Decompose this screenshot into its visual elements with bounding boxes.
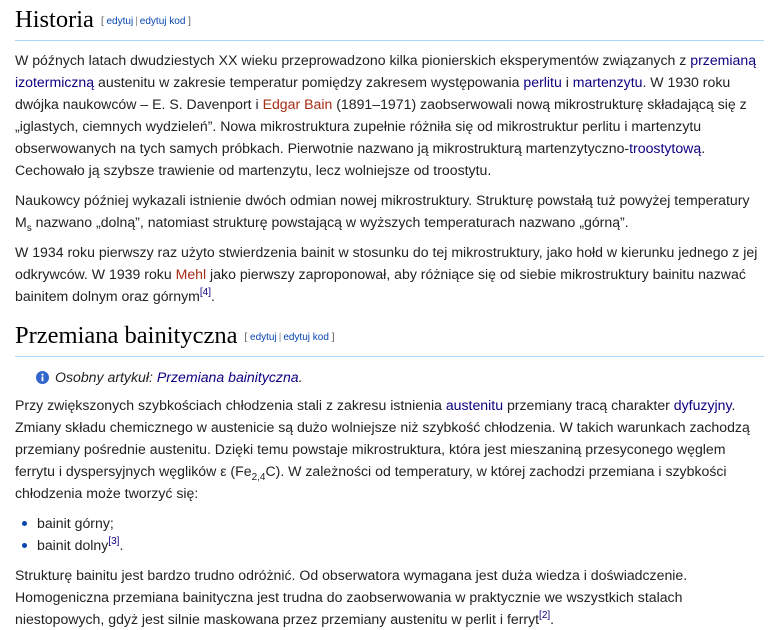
edit-links bbox=[244, 332, 334, 343]
paragraph-przemiana-1 bbox=[15, 394, 764, 504]
text: nazwano „dolną”, natomiast strukturę powstającą w wyższych temperaturach nazwano „górną”. bbox=[31, 214, 629, 230]
edit-bracket-close: ] bbox=[331, 332, 335, 343]
text: . bbox=[211, 288, 215, 304]
text: W późnych latach dwudziestych XX wieku przeprowadzono kilka pionierskich eksperymentów związanych z bbox=[15, 52, 691, 68]
edit-code-link[interactable]: edytuj kod bbox=[283, 332, 329, 343]
section-title: Przemiana bainityczna bbox=[15, 322, 238, 349]
text: austenitu w zakresie temperatur pomiędzy zakresem występowania bbox=[94, 74, 524, 90]
edit-separator: | bbox=[278, 332, 282, 343]
section-title: Historia bbox=[15, 6, 94, 33]
info-icon bbox=[36, 371, 49, 384]
text: Naukowcy później wykazali istnienie dwóch odmian nowej mikrostruktury. Strukturę powstałą tuż powyżej temperatury M bbox=[15, 192, 750, 230]
paragraph-przemiana-2 bbox=[15, 564, 764, 630]
paragraph-historia-1 bbox=[15, 49, 764, 181]
article-content bbox=[0, 3, 774, 630]
text: W 1934 roku pierwszy raz użyto stwierdzenia bainit w stosunku do tej mikrostruktury, jako hołd w kierunku jednego z jej odkrywców. W 1939 roku bbox=[15, 244, 758, 282]
link-edgar-bain[interactable]: Edgar Bain bbox=[262, 96, 333, 112]
edit-separator: | bbox=[135, 16, 138, 27]
text: Strukturę bainitu jest bardzo trudno odróżnić. Od obserwatora wymagana jest duża wiedza i doświadczenie. Homogeniczna przemiana bainityczna jest trudna do zaobserwowania w praktycznie we wszystkich stalach niestopowych, gdyż jest silnie maskowana przez przemiany austenitu w perlit i ferryt bbox=[15, 567, 688, 627]
edit-link[interactable]: edytuj bbox=[250, 332, 277, 343]
text: i bbox=[561, 74, 573, 90]
link-dyfuzyjny[interactable]: dyfuzyjny bbox=[673, 397, 732, 413]
text: . bbox=[298, 369, 303, 385]
list-item-text: bainit dolny bbox=[37, 537, 109, 553]
link-troostytowa[interactable]: troostytową bbox=[629, 140, 702, 156]
link-mehl[interactable]: Mehl bbox=[175, 266, 207, 282]
link-martenzytu[interactable]: martenzytu bbox=[572, 74, 643, 90]
text: przemiany tracą charakter bbox=[503, 397, 674, 413]
hatnote-prefix: Osobny artykuł: bbox=[55, 369, 157, 385]
edit-code-link[interactable]: edytuj kod bbox=[139, 16, 186, 27]
paragraph-historia-2 bbox=[15, 189, 764, 233]
text: (1891–1971) zaobserwowali nową mikrostrukturę składającą się z „iglastych, ciemnych wydzieleń”. Nowa mikrostruktura zupełnie różniła się od mikrostruktur perlitu i martenzytu obserwowanych na tych samych próbkach. Pierwotnie nazwano ją mikrostrukturą martenzytyczno- bbox=[15, 96, 747, 156]
reference-4[interactable]: [4] bbox=[199, 287, 211, 298]
text: jako pierwszy zaproponował, aby różniące się od siebie mikrostruktury bainitu nazwać bainitem dolnym oraz górnym bbox=[15, 266, 746, 304]
text: . bbox=[119, 537, 124, 553]
hatnote bbox=[15, 366, 764, 388]
list-item bbox=[22, 534, 764, 556]
bullet-icon bbox=[22, 521, 27, 526]
subscript: s bbox=[26, 223, 32, 234]
text: . Cechowało ją szybsze trawienie od martenzytu, lecz wolniejsze od troostytu. bbox=[15, 140, 706, 178]
link-austenitu[interactable]: austenitu bbox=[445, 397, 504, 413]
edit-link[interactable]: edytuj bbox=[106, 16, 134, 27]
text: Przy zwiększonych szybkościach chłodzenia stali z zakresu istnienia bbox=[15, 397, 446, 413]
text: . bbox=[550, 611, 555, 627]
section-heading-historia bbox=[15, 3, 764, 41]
text: . W 1930 roku dwójka naukowców – E. S. Davenport i bbox=[15, 74, 731, 112]
section-heading-przemiana-bainityczna bbox=[15, 319, 764, 357]
reference-2[interactable]: [2] bbox=[539, 610, 551, 621]
link-przemiana-izotermiczna[interactable]: przemianą izotermiczną bbox=[15, 52, 757, 90]
bullet-icon bbox=[22, 543, 27, 548]
edit-bracket-close: ] bbox=[188, 16, 191, 27]
paragraph-historia-3 bbox=[15, 241, 764, 307]
link-main-article[interactable]: Przemiana bainityczna bbox=[156, 369, 299, 385]
reference-3[interactable]: [3] bbox=[108, 536, 120, 547]
edit-links bbox=[101, 16, 191, 27]
list-item bbox=[22, 512, 764, 534]
subscript: 2,4 bbox=[251, 472, 266, 483]
link-perlitu[interactable]: perlitu bbox=[523, 74, 562, 90]
bainite-types-list bbox=[22, 512, 764, 556]
list-item-text: bainit górny; bbox=[37, 515, 114, 531]
text: C). W zależności od temperatury, w której zachodzi przemiana i szybkości chłodzenia może tworzyć się: bbox=[15, 463, 727, 501]
edit-bracket-open: [ bbox=[100, 16, 104, 27]
text: . Zmiany składu chemicznego w austenicie są dużo wolniejsze niż szybkość chłodzenia. W takich warunkach zachodzą przemiany pośrednie austenitu. Dzięki temu powstaje mikrostruktura, która jest mieszaniną przesyconego węglem ferrytu i dyspersyjnych węglików ε (Fe bbox=[15, 397, 750, 479]
edit-bracket-open: [ bbox=[244, 332, 248, 343]
